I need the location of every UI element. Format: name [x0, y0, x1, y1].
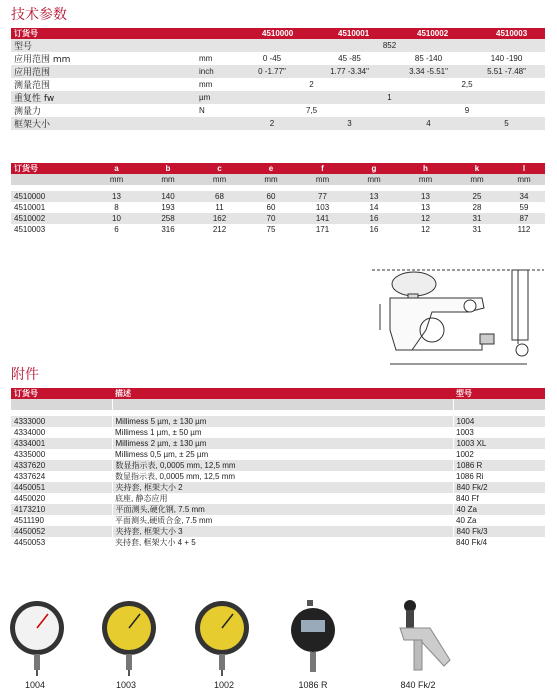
spec-row-meas-range: 测量范围 mm 2 2,5: [11, 78, 545, 91]
spec-order-no-col-1: 4510000: [234, 28, 310, 39]
spec-row-model: 型号 852: [11, 39, 545, 52]
product-label-840fk2: 840 Fk/2: [400, 680, 436, 690]
accessory-row: 4450053 夹持套, 框架大小 4 + 5 840 Fk/4: [11, 537, 545, 548]
accessory-row: 4173210 平面测头,硬化钢, 7.5 mm 40 Za: [11, 504, 545, 515]
dims-row: 4510002 10 258 162 70 141 16 12 31 87: [11, 213, 545, 224]
accessory-row: 4337620 数显指示表, 0,0005 mm, 12,5 mm 1086 R: [11, 460, 545, 471]
accessory-row: 4511190 平面测头,硬质合金, 7.5 mm 40 Za: [11, 515, 545, 526]
holder-840fk2-image: [390, 600, 460, 678]
accessories-table: [11, 388, 545, 548]
dial-gauge-1004-image: [8, 600, 66, 678]
accessory-row: 4337624 数显指示表, 0,0005 mm, 12,5 mm 1086 Ri: [11, 471, 545, 482]
spec-order-no-col-4: 4510003: [468, 28, 545, 39]
accessory-row: 4450052 夹持套, 框架大小 3 840 Fk/3: [11, 526, 545, 537]
product-label-1002: 1002: [213, 680, 235, 690]
spec-order-no-col-2: 4510001: [310, 28, 389, 39]
product-label-1004: 1004: [24, 680, 46, 690]
dims-row: 4510001 8 193 11 60 103 14 13 28 59: [11, 202, 545, 213]
section-title-tech: 技术参数: [11, 7, 67, 23]
dims-row: 4510000 13 140 68 60 77 13 13 25 34: [11, 191, 545, 202]
dims-row: 4510003 6 316 212 75 171 16 12 31 112: [11, 224, 545, 235]
accessory-row: 4333000 Millimess 5 µm, ± 130 µm 1004: [11, 416, 545, 427]
spec-order-no-header: 订货号: [11, 28, 234, 39]
dims-units-row: mm mm mm mm mm mm mm mm mm: [11, 174, 545, 185]
accessory-row: 4450051 夹持套, 框架大小 2 840 Fk/2: [11, 482, 545, 493]
product-label-1003: 1003: [115, 680, 137, 690]
spec-row-force: 测量力 N 7,5 9: [11, 104, 545, 117]
spec-table: [11, 28, 545, 130]
spec-row-repeatability: 重复性 fw µm 1: [11, 91, 545, 104]
section-title-accessories: 附件: [11, 367, 39, 383]
accessories-header: 订货号 描述 型号: [11, 388, 545, 399]
product-label-1086r: 1086 R: [298, 680, 328, 690]
technical-drawing: [372, 260, 544, 378]
accessory-row: 4335000 Millimess 0,5 µm, ± 25 µm 1002: [11, 449, 545, 460]
dial-gauge-1002-image: [193, 600, 251, 678]
dims-header: 订货号 a b c e f g h k l: [11, 163, 545, 174]
digital-indicator-1086r-image: [289, 600, 339, 678]
dial-gauge-1003-image: [100, 600, 158, 678]
spec-row-frame-size: 框架大小 2 3 4 5: [11, 117, 545, 130]
accessory-row: 4450020 底座, 静态应用 840 Ff: [11, 493, 545, 504]
spec-row-range-mm: 应用范围 mm mm 0 -45 45 -85 85 -140 140 -190: [11, 52, 545, 65]
spec-row-range-inch: 应用范围 inch 0 -1.77" 1.77 -3.34" 3.34 -5.51" 5.51 -7.48": [11, 65, 545, 78]
accessory-row: 4334000 Millimess 1 µm, ± 50 µm 1003: [11, 427, 545, 438]
spec-order-no-col-3: 4510002: [389, 28, 468, 39]
dims-table: [11, 163, 545, 235]
accessory-row: 4334001 Millimess 2 µm, ± 130 µm 1003 XL: [11, 438, 545, 449]
